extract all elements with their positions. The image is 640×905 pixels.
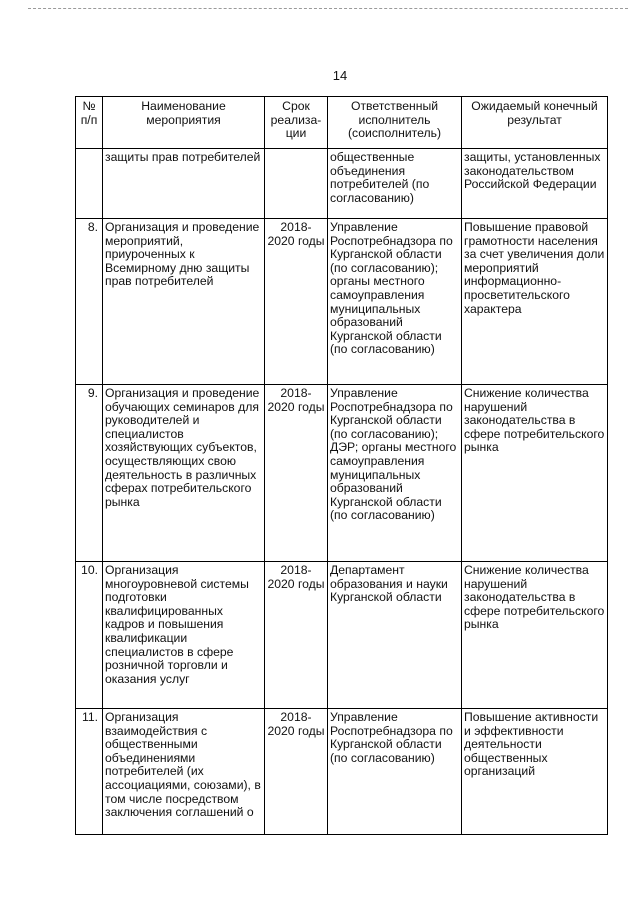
header-number: № п/п — [76, 97, 103, 149]
cell-activity-name: защиты прав потребителей — [103, 149, 265, 219]
cell-activity-name: Организация взаимодействия с общественными объединениями потребителей (их ассоциациями, союзами), в том числе посредством заключения соглашений о — [103, 709, 265, 835]
cell-executor: Управление Роспотребнадзора по Курганской области (по согласованию); ДЭР; органы местного самоуправления муниципальных образований Курганской области (по согласованию) — [328, 385, 462, 562]
table-row — [76, 709, 608, 835]
cell-executor: Департамент образования и науки Курганской области — [328, 562, 462, 709]
cell-number: 8. — [76, 219, 103, 385]
cell-result: защиты, установленных законодательством Российской Федерации — [462, 149, 608, 219]
cell-executor: Управление Роспотребнадзора по Курганской области (по согласованию); органы местного самоуправления муниципальных образований Курганской области (по согласованию) — [328, 219, 462, 385]
header-term: Срок реализа-ции — [265, 97, 328, 149]
header-executor: Ответственный исполнитель (соисполнитель) — [328, 97, 462, 149]
cell-term: 2018-2020 годы — [265, 219, 328, 385]
cell-number — [76, 149, 103, 219]
cell-activity-name: Организация и проведение обучающих семинаров для руководителей и специалистов хозяйствующих субъектов, осуществляющих свою деятельность в различных сферах потребительского рынка — [103, 385, 265, 562]
table-header-row — [76, 97, 608, 149]
cell-executor: общественные объединения потребителей (по согласованию) — [328, 149, 462, 219]
activities-table — [75, 96, 608, 835]
cell-number: 9. — [76, 385, 103, 562]
cell-term: 2018-2020 годы — [265, 385, 328, 562]
scan-edge-line — [28, 8, 628, 9]
cell-executor: Управление Роспотребнадзора по Курганской области (по согласованию) — [328, 709, 462, 835]
cell-result: Повышение правовой грамотности населения за счет увеличения доли мероприятий информационно-просветительского характера — [462, 219, 608, 385]
cell-number: 11. — [76, 709, 103, 835]
header-activity-name: Наименование мероприятия — [103, 97, 265, 149]
cell-term: 2018-2020 годы — [265, 562, 328, 709]
cell-number: 10. — [76, 562, 103, 709]
cell-result: Повышение активности и эффективности деятельности общественных организаций — [462, 709, 608, 835]
table-row — [76, 385, 608, 562]
cell-term — [265, 149, 328, 219]
header-result: Ожидаемый конечный результат — [462, 97, 608, 149]
table-row — [76, 219, 608, 385]
cell-activity-name: Организация и проведение мероприятий, приуроченных к Всемирному дню защиты прав потребителей — [103, 219, 265, 385]
page-number: 14 — [332, 68, 348, 83]
cell-result: Снижение количества нарушений законодательства в сфере потребительского рынка — [462, 562, 608, 709]
table-row — [76, 562, 608, 709]
cell-activity-name: Организация многоуровневой системы подготовки квалифицированных кадров и повышения квалификации специалистов в сфере розничной торговли и оказания услуг — [103, 562, 265, 709]
cell-result: Снижение количества нарушений законодательства в сфере потребительского рынка — [462, 385, 608, 562]
cell-term: 2018-2020 годы — [265, 709, 328, 835]
table-row — [76, 149, 608, 219]
